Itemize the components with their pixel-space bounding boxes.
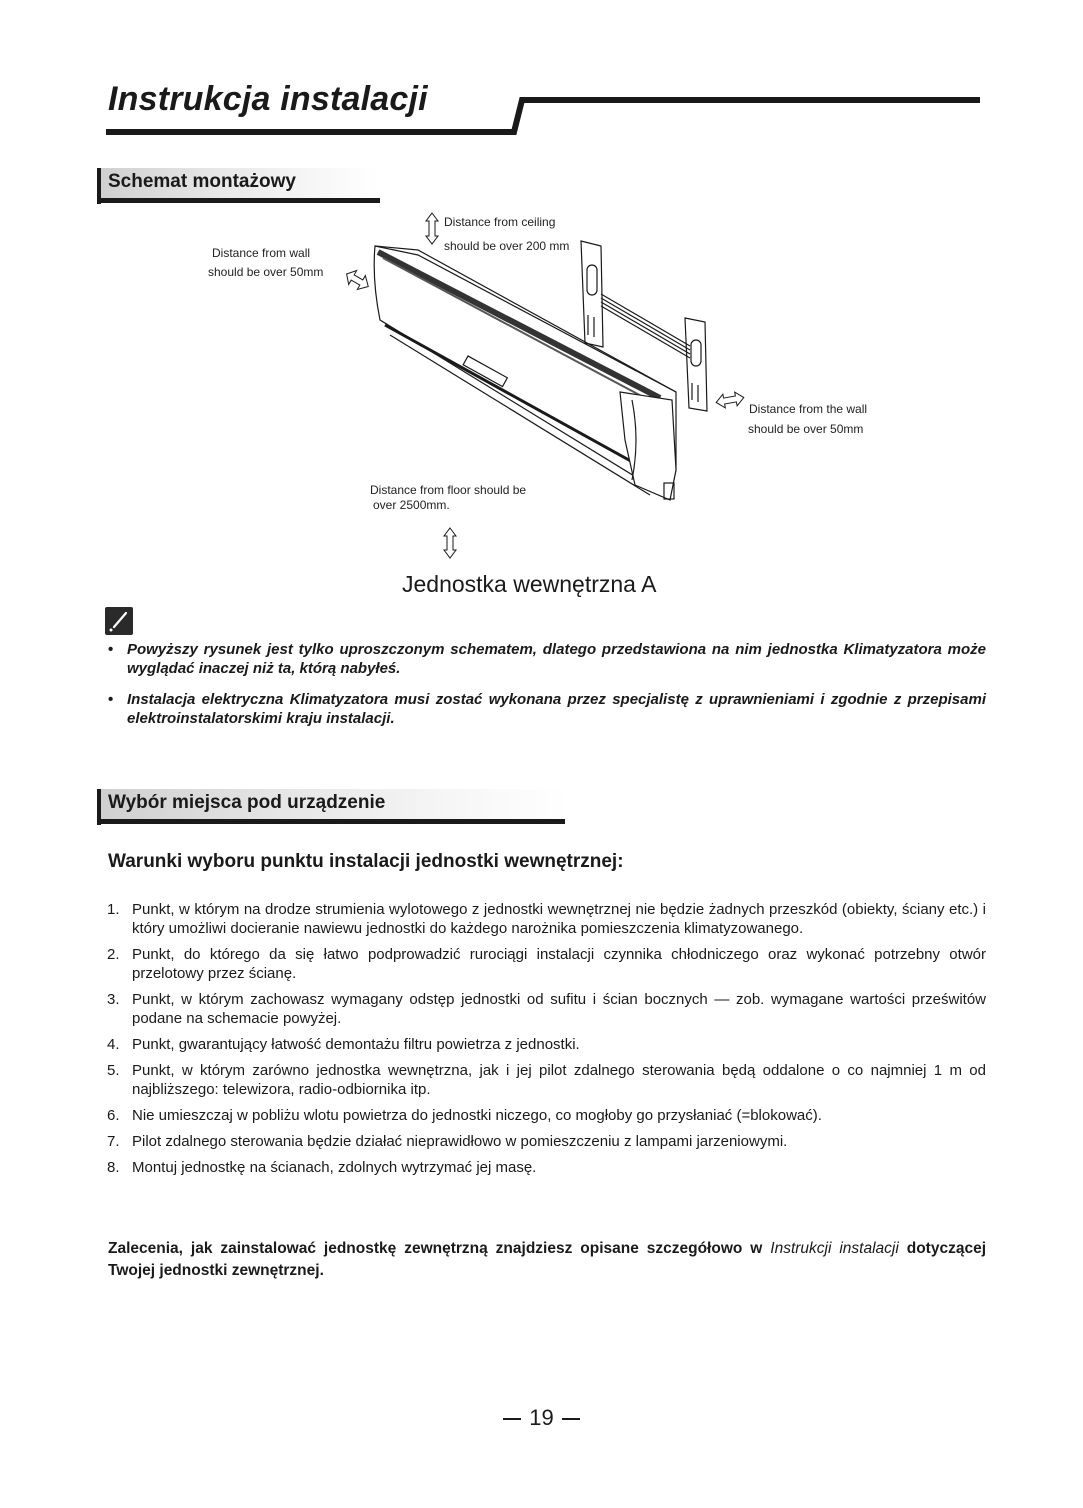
list-item: 2. Punkt, do którego da się łatwo podprowadzić rurociągi instalacji czynnika chłodniczego oraz wykonać potrzebny otwór przelotowy przez ścianę. <box>107 946 986 982</box>
ceiling-clearance-label: Distance from ceiling <box>444 215 556 229</box>
notes-list <box>106 640 986 740</box>
double-arrow-floor-icon <box>444 528 456 558</box>
left-wall-clearance-label-2: should be over 50mm <box>208 265 324 279</box>
page-title: Instrukcja instalacji <box>108 80 428 118</box>
list-item: 8. Montuj jednostkę na ścianach, zdolnych wytrzymać jej masę. <box>107 1159 537 1176</box>
conditions-list <box>107 900 986 1184</box>
double-arrow-right-icon <box>715 391 745 410</box>
floor-clearance-label-2: over 2500mm. <box>373 498 450 512</box>
double-arrow-ceiling-icon <box>426 213 438 244</box>
left-wall-clearance-label: Distance from wall <box>212 246 311 260</box>
list-item: 5. Punkt, w którym zarówno jednostka wewnętrzna, jak i jej pilot zdalnego sterowania będą oddalone o co najmniej 1 m od najbliższego: telewizora, radio-odbiornika itp. <box>107 1062 986 1098</box>
outdoor-unit-recommendation: Zalecenia, jak zainstalować jednostkę zewnętrzną znajdziesz opisane szczegółowo w Instrukcji instalacji dotyczącej Twojej jednostki zewnętrznej. <box>108 1240 986 1279</box>
note-item: • Instalacja elektryczna Klimatyzatora musi zostać wykonana przez specjalistę z uprawnieniami i zgodnie z przepisami elektroinstalatorskimi kraju instalacji. <box>106 690 986 728</box>
note-item: • Powyższy rysunek jest tylko uproszczonym schematem, dlatego przedstawiona na nim jednostka Klimatyzatora może wyglądać inaczej niż ta, którą nabyłeś. <box>106 640 986 678</box>
conditions-subheading: Warunki wyboru punktu instalacji jednostki wewnętrznej: <box>108 851 624 872</box>
diagram-caption: Jednostka wewnętrzna A <box>402 571 657 597</box>
list-item: 4. Punkt, gwarantujący łatwość demontażu filtru powietrza z jednostki. <box>107 1036 580 1053</box>
list-item: 7. Pilot zdalnego sterowania będzie działać nieprawidłowo w pomieszczeniu z lampami jarzeniowymi. <box>107 1133 788 1150</box>
double-arrow-left-icon <box>343 267 373 293</box>
section-title: Schemat montażowy <box>108 171 296 192</box>
list-item: 3. Punkt, w którym zachowasz wymagany odstęp jednostki od sufitu i ścian bocznych — zob. wymagane wartości prześwitów podane na schemacie powyżej. <box>107 991 986 1027</box>
ceiling-clearance-label-2: should be over 200 mm <box>444 239 570 253</box>
page-number: 19 <box>0 1405 1083 1431</box>
pencil-note-icon <box>105 607 133 635</box>
list-item: 1. Punkt, w którym na drodze strumienia wylotowego z jednostki wewnętrznej nie będzie żadnych przeszkód (obiekty, ściany etc.) i który umożliwi docieranie nawiewu jednostki do każdego narożnika pomieszczenia klimatyzowanego. <box>107 901 986 937</box>
floor-clearance-label: Distance from floor should be <box>370 483 527 497</box>
list-item: 6. Nie umieszczaj w pobliżu wlotu powietrza do jednostki niczego, co mogłoby go przysłaniać (=blokować). <box>107 1107 822 1124</box>
section-title: Wybór miejsca pod urządzenie <box>108 792 386 813</box>
manual-reference: Instrukcji instalacji <box>770 1240 899 1257</box>
right-wall-clearance-label: Distance from the wall <box>749 402 868 416</box>
right-wall-clearance-label-2: should be over 50mm <box>748 422 864 436</box>
